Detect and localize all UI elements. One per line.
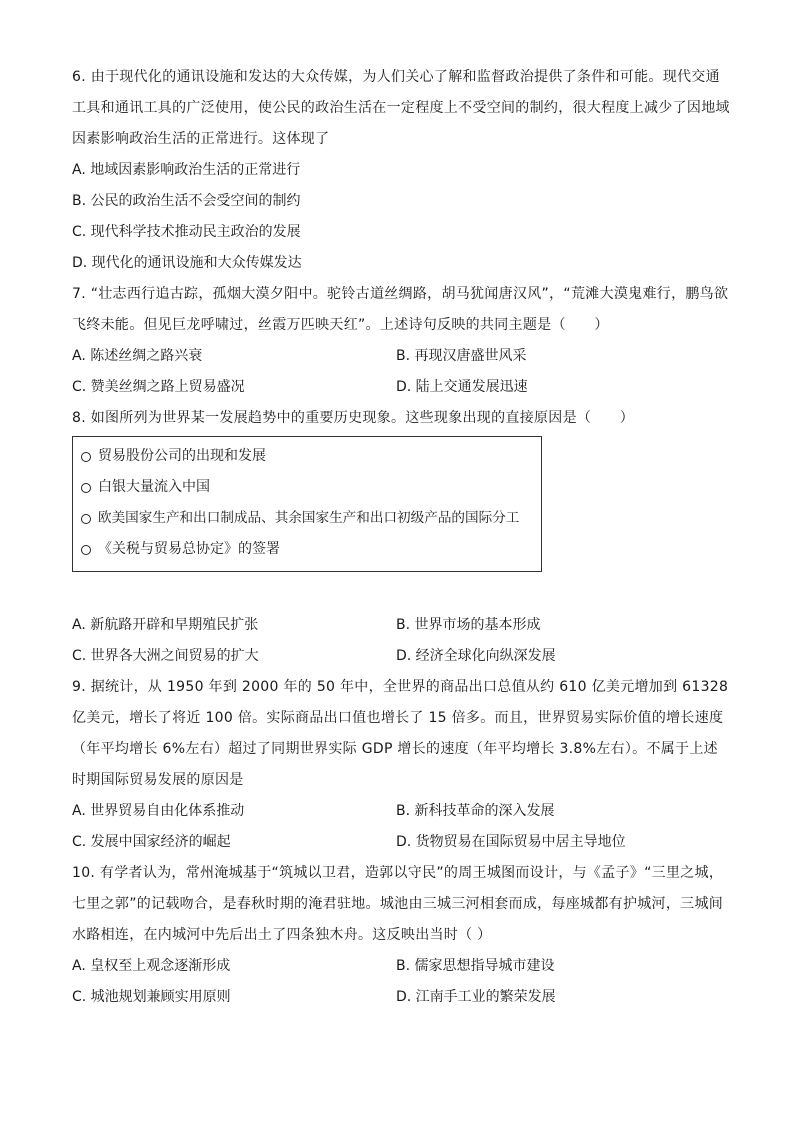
option-d[interactable]: D. 现代化的通讯设施和大众传媒发达 bbox=[72, 255, 302, 271]
exam-page bbox=[72, 62, 732, 1013]
option-c[interactable]: C. 现代科学技术推动民主政治的发展 bbox=[72, 224, 301, 240]
option-d[interactable]: D. 经济全球化向纵深发展 bbox=[396, 648, 556, 664]
box-item-text: 《关税与贸易总协定》的签署 bbox=[98, 541, 280, 557]
option-b[interactable]: B. 儒家思想指导城市建设 bbox=[396, 958, 555, 974]
option-b[interactable]: B. 再现汉唐盛世风采 bbox=[396, 348, 527, 364]
box-item bbox=[81, 534, 541, 565]
option-d[interactable]: D. 货物贸易在国际贸易中居主导地位 bbox=[396, 834, 626, 850]
question-stem: 10. 有学者认为，常州淹城基于“筑城以卫君，造郭以守民”的周王城图而设计，与《孟子》“三里之城，七里之郭”的记载吻合，是春秋时期的淹君驻地。城池由三城三河相套而成，每座城都有护城河，三城间水路相连，在内城河中先后出土了四条独木舟。这反映出当时（ ） bbox=[72, 865, 724, 943]
option-a[interactable]: A. 世界贸易自由化体系推动 bbox=[72, 803, 245, 819]
question-stem: 8. 如图所列为世界某一发展趋势中的重要历史现象。这些现象出现的直接原因是（ ） bbox=[72, 410, 635, 426]
option-c[interactable]: C. 世界各大洲之间贸易的扩大 bbox=[72, 648, 259, 664]
question-9 bbox=[72, 672, 732, 858]
option-d[interactable]: D. 陆上交通发展迅速 bbox=[396, 379, 528, 395]
option-a[interactable]: A. 新航路开辟和早期殖民扩张 bbox=[72, 617, 259, 633]
question-7 bbox=[72, 279, 732, 403]
option-b[interactable]: B. 新科技革命的深入发展 bbox=[396, 803, 555, 819]
option-a[interactable]: A. 皇权至上观念逐渐形成 bbox=[72, 958, 231, 974]
option-a[interactable]: A. 地域因素影响政治生活的正常进行 bbox=[72, 162, 301, 178]
question-stem: 9. 据统计，从 1950 年到 2000 年的 50 年中，全世界的商品出口总值从约 610 亿美元增加到 61328 亿美元，增长了将近 100 倍。实际商品出口值也增长了 15 倍多。而且，世界贸易实际价值的增长速度（年平均增长 6%左右）超过了同期世界实际 GDP 增长的速度（年平均增长 3.8%左右）。不属于上述时期国际贸易发展的原因是 bbox=[72, 679, 729, 788]
option-c[interactable]: C. 赞美丝绸之路上贸易盛况 bbox=[72, 379, 245, 395]
option-a[interactable]: A. 陈述丝绸之路兴衰 bbox=[72, 348, 203, 364]
phenomena-box bbox=[72, 436, 542, 572]
option-c[interactable]: C. 发展中国家经济的崛起 bbox=[72, 834, 231, 850]
option-d[interactable]: D. 江南手工业的繁荣发展 bbox=[396, 989, 556, 1005]
question-8 bbox=[72, 403, 732, 672]
question-10 bbox=[72, 858, 732, 1013]
box-item bbox=[81, 441, 541, 472]
circle-bullet-icon bbox=[81, 545, 91, 555]
question-stem: 6. 由于现代化的通讯设施和发达的大众传媒，为人们关心了解和监督政治提供了条件和可能。现代交通工具和通讯工具的广泛使用，使公民的政治生活在一定程度上不受空间的制约，很大程度上减少了因地域因素影响政治生活的正常进行。这体现了 bbox=[72, 69, 730, 147]
box-item-text: 欧美国家生产和出口制成品、其余国家生产和出口初级产品的国际分工 bbox=[98, 510, 520, 526]
question-6 bbox=[72, 62, 732, 279]
box-item bbox=[81, 472, 541, 503]
circle-bullet-icon bbox=[81, 514, 91, 524]
box-item-text: 白银大量流入中国 bbox=[98, 479, 210, 495]
box-item bbox=[81, 503, 541, 534]
circle-bullet-icon bbox=[81, 452, 91, 462]
box-item-text: 贸易股份公司的出现和发展 bbox=[98, 448, 266, 464]
option-b[interactable]: B. 公民的政治生活不会受空间的制约 bbox=[72, 193, 301, 209]
option-b[interactable]: B. 世界市场的基本形成 bbox=[396, 617, 541, 633]
circle-bullet-icon bbox=[81, 483, 91, 493]
question-stem: 7. “壮志西行追古踪，孤烟大漠夕阳中。驼铃古道丝绸路，胡马犹闻唐汉风”，“荒滩大漠鬼难行，鹏鸟欲飞终未能。但见巨龙呼啸过，丝霞万匹映天红”。上述诗句反映的共同主题是（ ） bbox=[72, 286, 729, 333]
option-c[interactable]: C. 城池规划兼顾实用原则 bbox=[72, 989, 231, 1005]
